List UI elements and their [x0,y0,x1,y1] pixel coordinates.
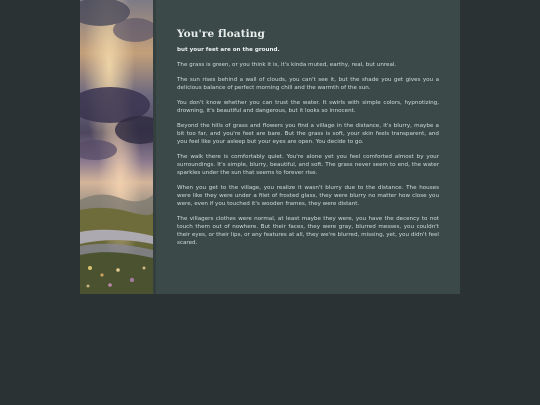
post-panel [80,0,460,294]
post-content [177,28,439,254]
panel-divider [153,0,156,294]
landscape-painting [80,0,153,294]
paragraph-5: The walk there is comfortably quiet. You're alone yet you feel comforted almost by your surroundings. It's simple, blurry, beautiful, and soft. The grass never seem to end, the water sparkles under the sun that seems to forever rise. [177,154,439,176]
paragraph-1: The grass is green, or you think it is, it's kinda muted, earthy, real, but unreal. [177,62,397,68]
paragraph-2: The sun rises behind a wall of clouds, you can't see it, but the shade you get gives you a delicious balance of perfect morning chill and the warmth of the sun. [177,77,439,91]
post-subtitle: but your feet are on the ground. [177,47,280,53]
paragraph-3: You don't know whether you can trust the water. It swirls with simple colors, hypnotizing, drowning, it's beautiful and dangerous, but it looks so innocent. [177,100,439,114]
post-title: You're floating [177,28,265,40]
paragraph-4: Beyond the hills of grass and flowers you find a village in the distance, it's blurry, maybe a bit too far, and you're feet are bare. But the grass is soft, your skin feels transparent, and you feel like your asleep but your eyes are open. You decide to go. [177,123,439,145]
paragraph-7: The villagers clothes were normal, at least maybe they were, you have the decency to not touch them out of nowhere. But their faces, they were gray, blurred messes, you couldn't their eyes, or their lips, or any features at all, they we're blurred, missing, yet, you didn't feel scared. [177,216,439,246]
paragraph-6: When you get to the village, you realize it wasn't blurry due to the distance. The houses were like they were under a filet of frosted glass, they were blurry no matter how close you were, even if you touched it's wooden frames, they were distant. [177,185,439,207]
